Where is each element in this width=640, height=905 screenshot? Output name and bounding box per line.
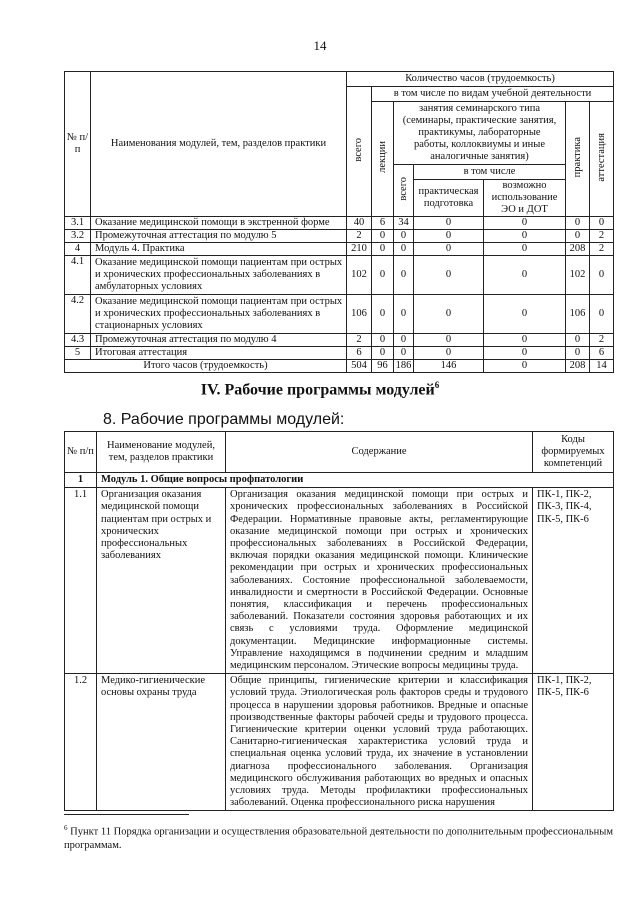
cell-practice: 0	[566, 347, 590, 360]
cell-practice: 208	[566, 243, 590, 256]
footnote-text: Пункт 11 Порядка организации и осуществления образовательной деятельности по дополнительным профессиональным программам.	[64, 826, 614, 851]
header-eo-dot: возможно использование ЭО и ДОТ	[484, 180, 566, 217]
cell-practical: 0	[414, 334, 484, 347]
row-codes: ПК-1, ПК-2, ПК-5, ПК-6	[533, 674, 614, 811]
cell-practical: 146	[414, 360, 484, 373]
section-subtitle: 8. Рабочие программы модулей:	[103, 411, 345, 428]
cell-eo: 0	[484, 347, 566, 360]
header-num: № п/п	[65, 432, 97, 473]
cell-seminar-total: 0	[394, 256, 414, 295]
cell-practical: 0	[414, 295, 484, 334]
header-practical-training: практическая подготовка	[414, 180, 484, 217]
cell-eo: 0	[484, 334, 566, 347]
module-name: Модуль 1. Общие вопросы профпатологии	[97, 473, 614, 488]
page-number: 14	[313, 38, 327, 53]
cell-total: 6	[347, 347, 372, 360]
section-title: IV. Рабочие программы модулей$^6$	[200, 380, 440, 399]
row-name: Медико-гигиенические основы охраны труда	[97, 674, 226, 811]
cell-lectures: 0	[372, 334, 394, 347]
cell-seminar-total: 0	[394, 347, 414, 360]
cell-lectures: 6	[372, 217, 394, 230]
cell-attestation: 2	[590, 243, 614, 256]
cell-seminar-total: 0	[394, 243, 414, 256]
row-num: 1.1	[65, 488, 97, 674]
table-row	[65, 230, 614, 243]
table-row	[65, 295, 614, 334]
cell-attestation: 14	[590, 360, 614, 373]
cell-seminar-total: 0	[394, 230, 414, 243]
header-practice: практика	[566, 102, 590, 217]
row-num: 3.2	[65, 230, 91, 243]
cell-eo: 0	[484, 243, 566, 256]
cell-attestation: 0	[590, 256, 614, 295]
cell-lectures: 96	[372, 360, 394, 373]
cell-total: 504	[347, 360, 372, 373]
row-name: Итоговая аттестация	[91, 347, 347, 360]
header-attestation: аттестация	[590, 102, 614, 217]
cell-practical: 0	[414, 243, 484, 256]
footnote-mark: 6	[64, 824, 68, 832]
total-label: Итого часов (трудоемкость)	[65, 360, 347, 373]
header-total: всего	[347, 87, 372, 217]
cell-lectures: 0	[372, 230, 394, 243]
cell-seminar-total: 0	[394, 295, 414, 334]
row-name: Оказание медицинской помощи пациентам при острых и хронических профессиональных заболеваниях в стационарных условиях	[91, 295, 347, 334]
cell-seminar-total: 186	[394, 360, 414, 373]
cell-lectures: 0	[372, 295, 394, 334]
cell-total: 106	[347, 295, 372, 334]
row-name: Организация оказания медицинской помощи пациентам при острых и хронических профессиональных заболеваниях	[97, 488, 226, 674]
row-num: 1.2	[65, 674, 97, 811]
cell-practical: 0	[414, 230, 484, 243]
table-row	[65, 334, 614, 347]
row-name: Оказание медицинской помощи пациентам при острых и хронических профессиональных заболеваниях в амбулаторных условиях	[91, 256, 347, 295]
module-row	[65, 473, 614, 488]
cell-attestation: 6	[590, 347, 614, 360]
cell-practical: 0	[414, 256, 484, 295]
row-num: 3.1	[65, 217, 91, 230]
cell-seminar-total: 0	[394, 334, 414, 347]
cell-attestation: 2	[590, 230, 614, 243]
cell-eo: 0	[484, 295, 566, 334]
row-num: 4.1	[65, 256, 91, 295]
header-lectures: лекции	[372, 102, 394, 217]
row-content: Общие принципы, гигиенические критерии и классификация условий труда. Этиологическая роль факторов среды и трудового процесса в нарушении здоровья работников. Вредные и опасные производственные факторы рабочей среды и трудового процесса. Гигиенические критерии оценки условий труда работающих. Санитарно-гигиеническая характеристика условий труда и специальная оценка условий труда, их значение в установлении диагноза профессионального заболевания. Организация медицинского обслуживания работающих во вредных и опасных условиях труда. Методы профилактики профессиональных заболеваний. Оценка профессионального риска нарушения	[226, 674, 533, 811]
cell-total: 102	[347, 256, 372, 295]
row-num: 4.2	[65, 295, 91, 334]
cell-practice: 0	[566, 217, 590, 230]
table-row-module	[65, 243, 614, 256]
cell-practical: 0	[414, 347, 484, 360]
row-num: 4	[65, 243, 91, 256]
cell-total: 210	[347, 243, 372, 256]
footnote	[64, 822, 613, 852]
table-row-total	[65, 360, 614, 373]
header-name: Наименование модулей, тем, разделов практики	[97, 432, 226, 473]
hours-table	[64, 71, 614, 373]
header-codes: Коды формируемых компетенций	[533, 432, 614, 473]
header-including: в том числе	[414, 165, 566, 180]
cell-practice: 102	[566, 256, 590, 295]
cell-lectures: 0	[372, 347, 394, 360]
cell-lectures: 0	[372, 256, 394, 295]
table-row	[65, 488, 614, 674]
row-name: Промежуточная аттестация по модулю 4	[91, 334, 347, 347]
table-row	[65, 217, 614, 230]
cell-total: 2	[347, 230, 372, 243]
header-num: № п/п	[65, 72, 91, 217]
cell-practice: 208	[566, 360, 590, 373]
header-content: Содержание	[226, 432, 533, 473]
cell-eo: 0	[484, 230, 566, 243]
cell-practice: 0	[566, 230, 590, 243]
row-name: Модуль 4. Практика	[91, 243, 347, 256]
row-name: Промежуточная аттестация по модулю 5	[91, 230, 347, 243]
cell-attestation: 2	[590, 334, 614, 347]
footnote-divider	[64, 814, 189, 815]
cell-practical: 0	[414, 217, 484, 230]
cell-total: 2	[347, 334, 372, 347]
cell-lectures: 0	[372, 243, 394, 256]
footnote-ref[interactable]: 6	[434, 380, 440, 390]
cell-eo: 0	[484, 360, 566, 373]
cell-total: 40	[347, 217, 372, 230]
cell-eo: 0	[484, 256, 566, 295]
row-content: Организация оказания медицинской помощи при острых и хронических профессиональных заболеваниях в Российской Федерации. Нормативные правовые акты, регламентирующие оказание медицинской помощи при острых и хронических профессиональных заболеваниях в Российской Федерации, включая порядки оказания медицинской помощи. Клинические рекомендации при острых и хронических профессиональных заболеваниях. Состояние профессиональной заболеваемости, инвалидности и смертности в Российской Федерации. Основные понятия, классификация и перечень профессиональных заболеваний. Показатели состояния здоровья работающих и их связь с условиями труда. Оформление медицинской документации. Медицинские информационные системы. Управление находящимся в подчинении средним и младшим медицинским персоналом. Этические вопросы медицины труда.	[226, 488, 533, 674]
table-row	[65, 256, 614, 295]
program-table	[64, 431, 614, 811]
table-row	[65, 674, 614, 811]
cell-attestation: 0	[590, 295, 614, 334]
header-by-activity: в том числе по видам учебной деятельности	[372, 87, 614, 102]
header-name: Наименования модулей, тем, разделов практики	[91, 72, 347, 217]
row-num: 5	[65, 347, 91, 360]
row-codes: ПК-1, ПК-2, ПК-3, ПК-4, ПК-5, ПК-6	[533, 488, 614, 674]
cell-practice: 0	[566, 334, 590, 347]
header-seminar-group: занятия семинарского типа (семинары, практические занятия, практикумы, лабораторные работы, коллоквиумы и иные аналогичные занятия)	[394, 102, 566, 165]
cell-attestation: 0	[590, 217, 614, 230]
cell-eo: 0	[484, 217, 566, 230]
row-name: Оказание медицинской помощи в экстренной форме	[91, 217, 347, 230]
header-seminar-total: всего	[394, 165, 414, 217]
cell-practice: 106	[566, 295, 590, 334]
module-num: 1	[65, 473, 97, 488]
header-hours-group: Количество часов (трудоемкость)	[347, 72, 614, 87]
row-num: 4.3	[65, 334, 91, 347]
table-row-final	[65, 347, 614, 360]
cell-seminar-total: 34	[394, 217, 414, 230]
